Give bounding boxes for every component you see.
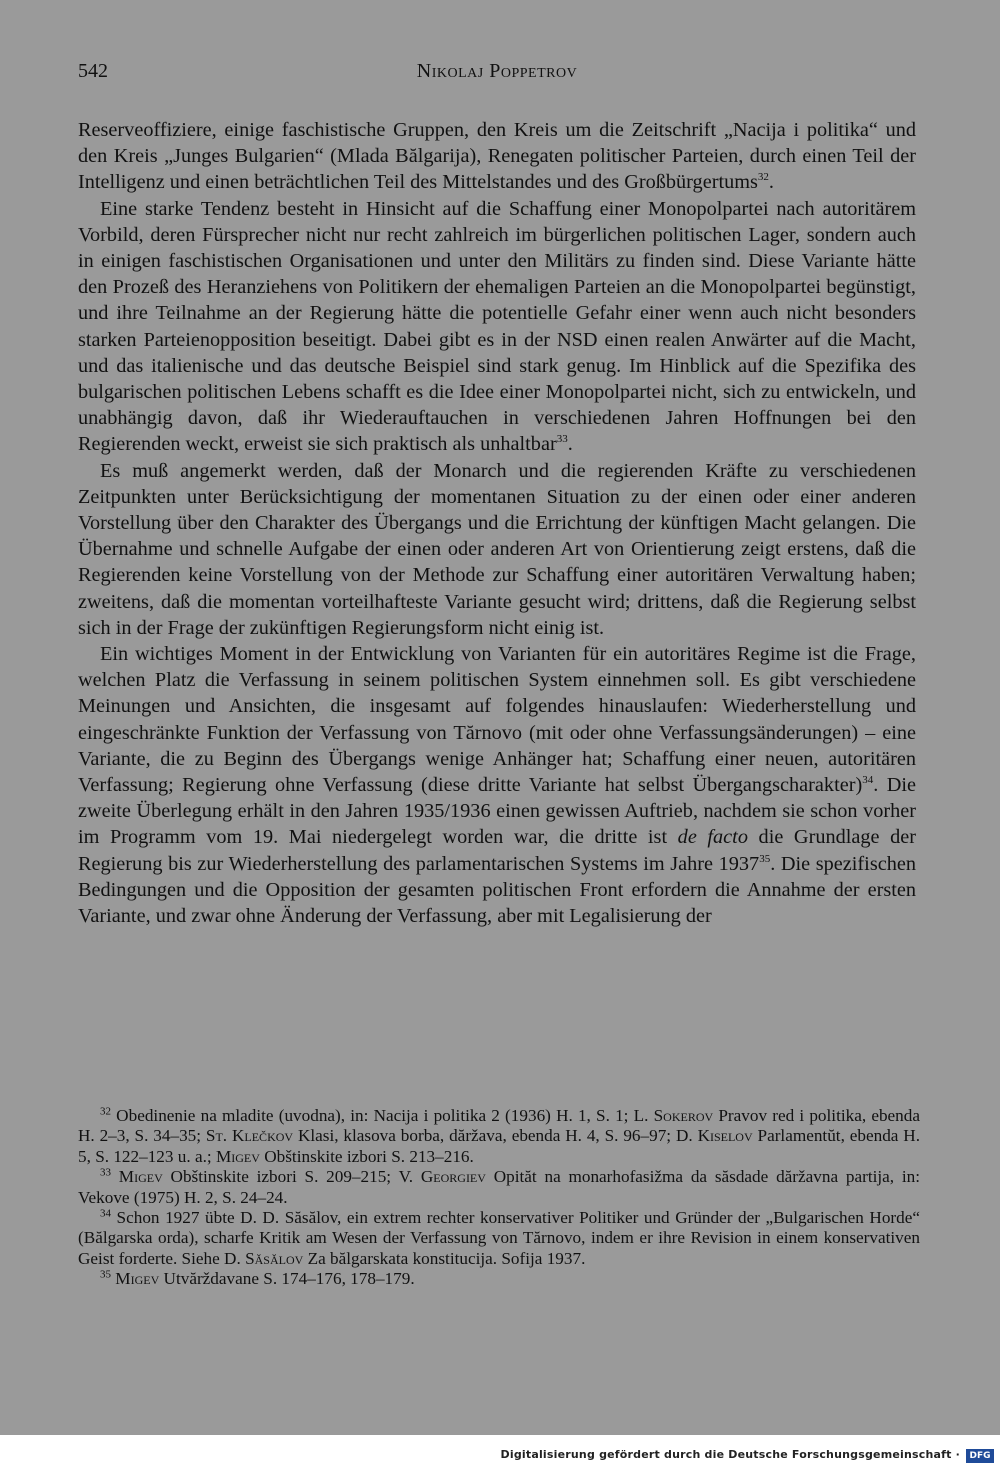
footnote-32-text-d: Parlamentŭt, ebenda H. 5, S. 122–123 u. a.;: [78, 1126, 921, 1166]
paragraph-4-text-b: . Die zweite Überlegung erhält in den Jahren 1935/1936 einen gewissen Auftrieb, nachdem sie schon vorher im Programm vom 19. Mai niedergelegt worden war, die dritte ist: [78, 774, 916, 849]
footnote-33: [78, 1167, 920, 1208]
footnote-35: [78, 1269, 920, 1289]
footnote-32-text-a: Obedinenie na mladite (uvodna), in: Nacija i politika 2 (1936) H. 1, S. 1; L.: [111, 1106, 654, 1125]
footnote-34-number: 34: [100, 1207, 111, 1220]
body-text: [78, 117, 916, 929]
footnote-35-number: 35: [100, 1268, 111, 1281]
footnote-35-text-a: Utvărždavane S. 174–176, 178–179.: [159, 1269, 415, 1289]
footnote-33-number: 33: [100, 1166, 111, 1179]
author-name: Migev: [215, 1146, 260, 1166]
author-name: Migev: [115, 1269, 160, 1289]
footnote-32-text-c: Klasi, klasova borba, dăržava, ebenda H. 4, S. 96–97; D.: [293, 1126, 698, 1146]
footnote-34-text-a: Schon 1927 übte D. D. Săsălov, ein extrem rechter konservativer Politiker und Gründer der „Bulgarischen Horde“ (Bălgarska orda), scharfe Kritik am Wesen der Verfassung von Tărnovo, indem er ihre Revision in einem konservativen Geist forderte. Siehe D.: [78, 1208, 920, 1268]
footnote-34: [78, 1208, 920, 1269]
digitization-credit: Digitalisierung gefördert durch die Deutsche Forschungsgemeinschaft ·: [500, 1448, 960, 1461]
paragraph-1-text: Reserveoffiziere, einige faschistische Gruppen, den Kreis um die Zeitschrift „Nacija i politika“ und den Kreis „Junges Bulgarien“ (Mlada Bălgarija), Renegaten politischer Parteien, durch einen Teil der Intelligenz und einen beträchtlichen Teil des Mittelstandes und des Großbürgertums: [78, 119, 916, 194]
author-name: St. Klečkov: [205, 1126, 294, 1146]
footnote-ref-35: 35: [759, 852, 771, 865]
footnote-33-text-a: Obštinskite izbori S. 209–215; V.: [162, 1167, 421, 1187]
footnote-ref-32: 32: [757, 171, 769, 184]
author-name: Sokerov: [653, 1106, 714, 1125]
footnote-ref-33: 33: [556, 433, 568, 446]
paragraph-4: [78, 641, 916, 929]
page-header: [78, 60, 916, 90]
footnote-32-text-b: Pravov red i politika, ebenda H. 2–3, S. 34–35;: [78, 1106, 921, 1146]
footnotes: [78, 1106, 920, 1290]
author-name: Migev: [118, 1167, 163, 1187]
paragraph-3: Es muß angemerkt werden, daß der Monarch und die regierenden Kräfte zu verschiedenen Zeitpunkten unter Berücksichtigung der momentanen Situation zu der einen oder einer anderen Vorstellung über den Charakter des Übergangs und die Errichtung der künftigen Macht gelangen. Die Übernahme und schnelle Aufgabe der einen oder anderen Art von Orientierung zeigt erstens, daß die Regierenden keine Vorstellung von der Methode zur Schaffung einer autoritären Verwaltung haben; zweitens, daß die momentan vorteilhafteste Variante gesucht wird; drittens, daß die Regierung selbst sich in der Frage der zukünftigen Regierungsform nicht einig ist.: [78, 459, 916, 639]
paragraph-2-end: .: [567, 433, 573, 456]
paragraph-2-text: Eine starke Tendenz besteht in Hinsicht auf die Schaffung einer Monopolpartei nach autoritärem Vorbild, deren Fürsprecher nicht nur recht zahlreich im bürgerlichen politischen Lager, sondern auch in einigen faschistischen Organisationen und unter den Militärs zu finden sind. Diese Variante hätte den Prozeß des Heranziehens von Politikern der ehemaligen Parteien an die Monopolpartei begünstigt, und ihre Teilnahme an der Regierung hätte die potentielle Gefahr einer wenn auch nicht besonders starken Parteienopposition beseitigt. Dabei gibt es in der NSD einen realen Anwärter auf die Macht, und das italienische und das deutsche Beispiel sind stark genug. Im Hinblick auf die Spezifika des bulgarischen politischen Lebens schafft es die Idee einer Monopolpartei nicht, sich zu entwickeln, und unabhängig davon, daß ihr Wiederauftauchen in verschiedenen Jahren Hoffnungen bei den Regierenden weckt, erweist sie sich praktisch als unhaltbar: [78, 197, 916, 456]
paragraph-4-text-c: die Grundlage der Regierung bis zur Wiederherstellung des parlamentarischen Systems im Jahre 1937: [78, 826, 917, 875]
author-name: Săsălov: [245, 1248, 304, 1268]
footnote-32: [78, 1106, 920, 1167]
paragraph-2: [78, 196, 916, 458]
digitization-footer: [0, 1435, 1000, 1469]
running-head: Nikolaj Poppetrov: [416, 60, 578, 82]
footnote-32-number: 32: [100, 1105, 111, 1118]
dfg-logo: DFG: [966, 1449, 994, 1463]
footnote-32-text-e: Obštinskite izbori S. 213–216.: [259, 1146, 474, 1166]
page-number: 542: [78, 60, 108, 82]
paragraph-1-end: .: [768, 171, 774, 194]
italic-de-facto: de facto: [677, 826, 748, 849]
footnote-ref-34: 34: [862, 774, 874, 787]
footnote-33-text-b: Opităt na monarhofasižma da săsdade dăržavna partija, in: Vekove (1975) H. 2, S. 24–24.: [78, 1167, 921, 1207]
paragraph-1: [78, 117, 916, 196]
author-name: Kiselov: [697, 1126, 753, 1146]
paragraph-4-text-a: Ein wichtiges Moment in der Entwicklung von Varianten für ein autoritäres Regime ist die Frage, welchen Platz die Verfassung in seinem politischen System einnehmen soll. Es gibt verschiedene Meinungen und Ansichten, die insgesamt auf folgendes hinauslaufen: Wiederherstellung und eingeschränkte Funktion der Verfassung von Tărnovo (mit oder ohne Verfassungsänderungen) – eine Variante, die zu Beginn des Übergangs wenige Anhänger hat; Schaffung einer neuen, autoritären Verfassung; Regierung ohne Verfassung (diese dritte Variante hat selbst Übergangscharakter): [78, 643, 916, 797]
footnote-34-text-b: Za bălgarskata konstitucija. Sofija 1937.: [303, 1248, 586, 1268]
paragraph-4-text-d: . Die spezifischen Bedingungen und die Opposition der gesamten politischen Front erfordern die Annahme der ersten Variante, und zwar ohne Änderung der Verfassung, aber mit Legalisierung der: [78, 852, 916, 928]
author-name: Georgiev: [420, 1167, 486, 1187]
